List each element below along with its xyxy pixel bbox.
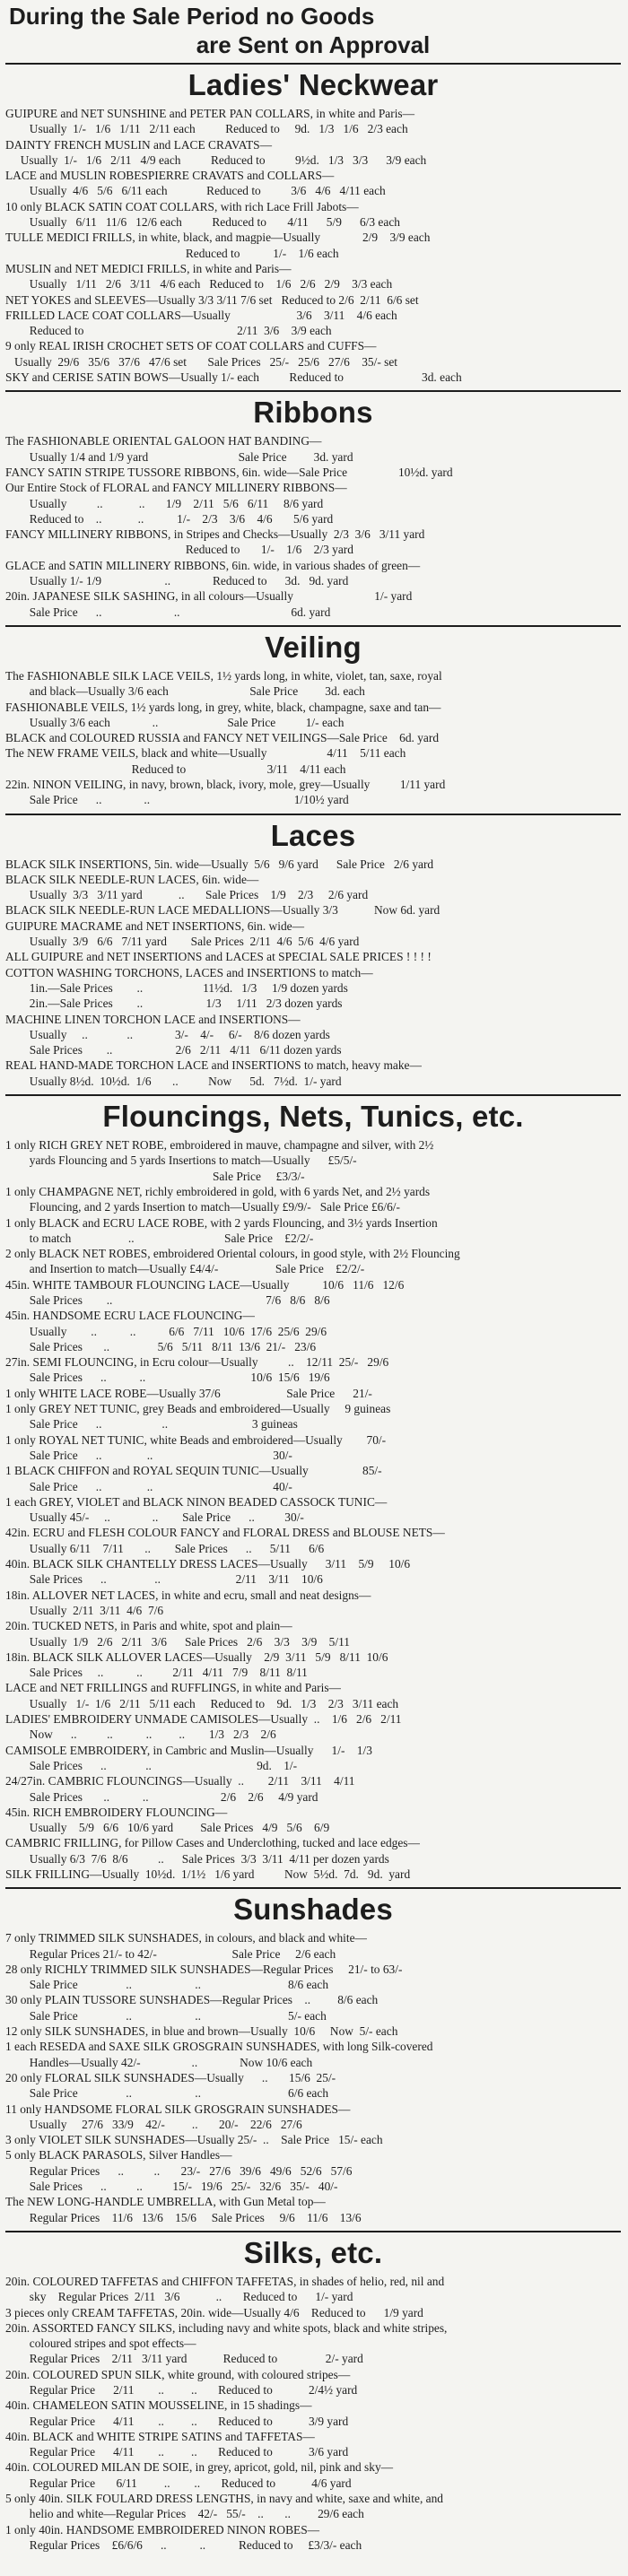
- listing-line: The NEW FRAME VEILS, black and white—Usually 4/11 5/11 each: [5, 746, 406, 761]
- listing-line: 10 only BLACK SATIN COAT COLLARS, with rich Lace Frill Jabots—: [5, 199, 359, 213]
- listing-line: FASHIONABLE VEILS, 1½ yards long, in grey, white, black, champagne, saxe and tan—: [5, 700, 441, 714]
- listing-line: LADIES' EMBROIDERY UNMADE CAMISOLES—Usually .. 1/6 2/6 2/11: [5, 1712, 402, 1727]
- section: [5, 66, 621, 392]
- listing-line: 1 only CHAMPAGNE NET, richly embroidered in gold, with 6 yards Net, and 2½ yards: [5, 1184, 431, 1198]
- listing-line: GUIPURE MACRAME and NET INSERTIONS, 6in. wide—: [5, 918, 304, 933]
- listing-line: BLACK and COLOURED RUSSIA and FANCY NET VEILINGS—Sale Price 6d. yard: [5, 731, 440, 745]
- section: [5, 629, 621, 815]
- listing-line: 18in. ALLOVER NET LACES, in white and ecru, small and neat designs—: [5, 1588, 371, 1602]
- listing-line: Sale Price .. .. 8/6 each: [5, 1978, 329, 1992]
- listing-line: Sale Price .. .. 6/6 each: [5, 2086, 329, 2101]
- listing-line: Regular Prices .. .. 23/- 27/6 39/6 49/6 52/6 57/6: [5, 2163, 353, 2178]
- listing-line: 22in. NINON VEILING, in navy, brown, black, ivory, mole, grey—Usually 1/11 yard: [5, 777, 446, 791]
- listing-line: Handles—Usually 42/- .. Now 10/6 each: [5, 2055, 313, 2069]
- listing-line: 40in. CHAMELEON SATIN MOUSSELINE, in 15 shadings—: [5, 2398, 312, 2413]
- listing-line: yards Flouncing and 5 yards Insertions to match—Usually £5/5/-: [5, 1153, 357, 1168]
- section-heading: Sunshades: [233, 1893, 393, 1927]
- listing-line: The FASHIONABLE ORIENTAL GALOON HAT BANDING—: [5, 434, 322, 448]
- listing-line: Reduced to 1/- 1/6 each: [5, 246, 339, 260]
- listing-line: 30 only PLAIN TUSSORE SUNSHADES—Regular Prices .. 8/6 each: [5, 1993, 379, 2007]
- listing-line: FANCY SATIN STRIPE TUSSORE RIBBONS, 6in. wide—Sale Price 10½d. yard: [5, 465, 453, 479]
- listing-line: Usually 45/- .. .. Sale Price .. 30/-: [5, 1510, 304, 1525]
- listing-line: Sale Prices .. 5/6 5/11 8/11 13/6 21/- 23/6: [5, 1339, 317, 1353]
- listing-line: 1 only ROYAL NET TUNIC, white Beads and embroidered—Usually 70/-: [5, 1432, 387, 1447]
- listing-line: FANCY MILLINERY RIBBONS, in Stripes and Checks—Usually 2/3 3/6 3/11 yard: [5, 527, 425, 542]
- listing-line: Sale Prices .. .. 15/- 19/6 25/- 32/6 35/- 40/-: [5, 2180, 338, 2194]
- section: [5, 1098, 621, 1889]
- listing-line: Usually 27/6 33/9 42/- .. 20/- 22/6 27/6: [5, 2117, 302, 2131]
- listing-line: sky Regular Prices 2/11 3/6 .. Reduced to 1/- yard: [5, 2290, 353, 2304]
- listing-line: Usually 1/4 and 1/9 yard Sale Price 3d. yard: [5, 449, 353, 464]
- listing-line: Our Entire Stock of FLORAL and FANCY MILLINERY RIBBONS—: [5, 481, 347, 495]
- listing-line: 20in. COLOURED TAFFETAS and CHIFFON TAFFETAS, in shades of helio, red, nil and: [5, 2274, 445, 2288]
- listing-line: 7 only TRIMMED SILK SUNSHADES, in colours, and black and white—: [5, 1931, 367, 1945]
- section-divider: [5, 390, 621, 392]
- listing-line: Usually 1/- 1/9 .. Reduced to 3d. 9d. yard: [5, 574, 349, 588]
- listing-line: Regular Prices 11/6 13/6 15/6 Sale Prices 9/6 11/6 13/6: [5, 2210, 362, 2224]
- listing-line: Sale Prices .. .. 10/6 15/6 19/6: [5, 1371, 330, 1385]
- section-heading: Veiling: [265, 630, 362, 664]
- listing-line: 20in. COLOURED SPUN SILK, white ground, with coloured stripes—: [5, 2367, 351, 2381]
- listing-line: GLACE and SATIN MILLINERY RIBBONS, 6in. wide, in various shades of green—: [5, 558, 421, 572]
- banner-line-1: During the Sale Period no Goods: [9, 3, 375, 30]
- listing-line: 45in. RICH EMBROIDERY FLOUNCING—: [5, 1805, 228, 1819]
- section: [5, 817, 621, 1096]
- listing-line: Usually 1/- 1/6 1/11 2/11 each Reduced to 9d. 1/3 1/6 2/3 each: [5, 122, 408, 136]
- listing-line: 1in.—Sale Prices .. 11½d. 1/3 1/9 dozen yards: [5, 980, 348, 995]
- listing-line: Regular Price 6/11 .. .. Reduced to 4/6 yard: [5, 2476, 352, 2490]
- listing-line: The FASHIONABLE SILK LACE VEILS, 1½ yards long, in white, violet, tan, saxe, royal: [5, 668, 442, 683]
- listing-line: Usually 6/3 7/6 8/6 .. Sale Prices 3/3 3/11 4/11 per dozen yards: [5, 1851, 389, 1866]
- listing-line: 2in.—Sale Prices .. 1/3 1/11 2/3 dozen yards: [5, 996, 343, 1011]
- listing-line: Regular Price 2/11 .. .. Reduced to 2/4½ yard: [5, 2383, 358, 2397]
- listing-line: Sale Price .. .. 5/- each: [5, 2008, 327, 2023]
- section-heading: Silks, etc.: [243, 2235, 383, 2269]
- listing-line: REAL HAND-MADE TORCHON LACE and INSERTIONS to match, heavy make—: [5, 1058, 422, 1073]
- listing-line: Usually 3/3 3/11 yard .. Sale Prices 1/9 2/3 2/6 yard: [5, 888, 369, 902]
- listing-line: 1 only BLACK and ECRU LACE ROBE, with 2 yards Flouncing, and 3½ yards Insertion: [5, 1215, 438, 1230]
- listing-line: 3 only VIOLET SILK SUNSHADES—Usually 25/- .. Sale Price 15/- each: [5, 2133, 383, 2147]
- listing-line: SILK FRILLING—Usually 10½d. 1/1½ 1/6 yard Now 5½d. 7d. 9d. yard: [5, 1867, 411, 1881]
- section-heading: Ladies' Neckwear: [188, 68, 439, 101]
- listing-line: and black—Usually 3/6 each Sale Price 3d. each: [5, 684, 365, 699]
- listing-line: coloured stripes and spot effects—: [5, 2337, 196, 2351]
- listing-line: 2 only BLACK NET ROBES, embroidered Oriental colours, in good style, with 2½ Flouncing: [5, 1247, 460, 1261]
- listing-line: 20in. ASSORTED FANCY SILKS, including navy and white spots, black and white stripes,: [5, 2320, 448, 2335]
- listing-line: TULLE MEDICI FRILLS, in white, black, and magpie—Usually 2/9 3/9 each: [5, 231, 431, 245]
- listing-line: Usually 1/- 1/6 2/11 4/9 each Reduced to 9½d. 1/3 3/3 3/9 each: [5, 152, 427, 167]
- section-heading: Flouncings, Nets, Tunics, etc.: [102, 1100, 524, 1134]
- listing-line: Regular Price 4/11 .. .. Reduced to 3/9 yard: [5, 2414, 349, 2428]
- listing-line: 45in. HANDSOME ECRU LACE FLOUNCING—: [5, 1309, 255, 1323]
- listing-line: Reduced to 2/11 3/6 3/9 each: [5, 324, 332, 338]
- listing-line: Usually .. .. 1/9 2/11 5/6 6/11 8/6 yard: [5, 496, 324, 510]
- listing-line: Sale Price .. .. 30/-: [5, 1448, 292, 1462]
- listing-line: LACE and NET FRILLINGS and RUFFLINGS, in white and Paris—: [5, 1681, 341, 1695]
- listing-line: 1 only 40in. HANDSOME EMBROIDERED NINON ROBES—: [5, 2522, 320, 2537]
- listing-line: Regular Prices 2/11 3/11 yard Reduced to 2/- yard: [5, 2352, 363, 2366]
- listing-line: COTTON WASHING TORCHONS, LACES and INSERTIONS to match—: [5, 965, 373, 979]
- listing-line: 1 only WHITE LACE ROBE—Usually 37/6 Sale Price 21/-: [5, 1386, 372, 1400]
- listing-line: LACE and MUSLIN ROBESPIERRE CRAVATS and COLLARS—: [5, 169, 335, 183]
- listing-line: Usually 1/11 2/6 3/11 4/6 each Reduced to 1/6 2/6 2/9 3/3 each: [5, 277, 393, 292]
- listing-line: 20 only FLORAL SILK SUNSHADES—Usually .. 15/6 25/-: [5, 2070, 336, 2084]
- section: [5, 1891, 621, 2232]
- listing-line: 40in. BLACK SILK CHANTELLY DRESS LACES—Usually 3/11 5/9 10/6: [5, 1557, 411, 1571]
- listing-line: Usually 1/9 2/6 2/11 3/6 Sale Prices 2/6 3/3 3/9 5/11: [5, 1634, 350, 1649]
- listing-line: Sale Prices .. 2/6 2/11 4/11 6/11 dozen yards: [5, 1043, 342, 1057]
- listing-line: 40in. BLACK and WHITE STRIPE SATINS and TAFFETAS—: [5, 2429, 315, 2443]
- listing-line: Usually .. .. 6/6 7/11 10/6 17/6 25/6 29/6: [5, 1324, 327, 1338]
- listing-line: CAMISOLE EMBROIDERY, in Cambric and Muslin—Usually 1/- 1/3: [5, 1743, 372, 1757]
- listing-line: Regular Price 4/11 .. .. Reduced to 3/6 yard: [5, 2445, 349, 2459]
- listing-line: FRILLED LACE COAT COLLARS—Usually 3/6 3/11 4/6 each: [5, 308, 397, 322]
- section-divider: [5, 1887, 621, 1889]
- listing-line: 18in. BLACK SILK ALLOVER LACES—Usually 2/9 3/11 5/9 8/11 10/6: [5, 1649, 388, 1664]
- listing-line: 45in. WHITE TAMBOUR FLOUNCING LACE—Usually 10/6 11/6 12/6: [5, 1277, 405, 1292]
- listing-line: 24/27in. CAMBRIC FLOUNCINGS—Usually .. 2/11 3/11 4/11: [5, 1774, 355, 1788]
- sections-container: [5, 66, 621, 2553]
- listing-line: 1 only RICH GREY NET ROBE, embroidered in mauve, champagne and silver, with 2½: [5, 1138, 434, 1153]
- listing-line: Sale Prices .. 7/6 8/6 8/6: [5, 1293, 330, 1307]
- listing-line: BLACK SILK INSERTIONS, 5in. wide—Usually 5/6 9/6 yard Sale Price 2/6 yard: [5, 857, 434, 871]
- listing-line: Sale Prices .. .. 2/11 3/11 10/6: [5, 1572, 323, 1587]
- listing-line: Sale Price .. .. 1/10½ yard: [5, 793, 349, 807]
- listing-line: BLACK SILK NEEDLE-RUN LACES, 6in. wide—: [5, 872, 259, 886]
- listing-line: Sale Prices .. .. 9d. 1/-: [5, 1758, 298, 1772]
- listing-line: 28 only RICHLY TRIMMED SILK SUNSHADES—Regular Prices 21/- to 63/-: [5, 1962, 403, 1976]
- section-divider: [5, 625, 621, 627]
- listing-line: SKY and CERISE SATIN BOWS—Usually 1/- each Reduced to 3d. each: [5, 370, 462, 385]
- listing-line: Sale Price .. .. 3 guineas: [5, 1417, 298, 1432]
- listing-line: DAINTY FRENCH MUSLIN and LACE CRAVATS—: [5, 137, 272, 152]
- listing-line: Reduced to 1/- 1/6 2/3 yard: [5, 543, 353, 557]
- listing-line: The NEW LONG-HANDLE UMBRELLA, with Gun Metal top—: [5, 2195, 326, 2209]
- section-divider: [5, 814, 621, 815]
- listing-line: MUSLIN and NET MEDICI FRILLS, in white and Paris—: [5, 261, 292, 275]
- listing-line: MACHINE LINEN TORCHON LACE and INSERTIONS—: [5, 1012, 301, 1026]
- listing-line: Usually 1/- 1/6 2/11 5/11 each Reduced to 9d. 1/3 2/3 3/11 each: [5, 1696, 399, 1710]
- listing-line: to match .. Sale Price £2/2/-: [5, 1231, 314, 1245]
- listing-line: Sale Price £3/3/-: [5, 1169, 305, 1183]
- listing-line: Now .. .. .. .. 1/3 2/3 2/6: [5, 1727, 276, 1742]
- listing-line: 1 each RESEDA and SAXE SILK GROSGRAIN SUNSHADES, with long Silk-covered: [5, 2040, 433, 2054]
- listing-line: Usually 6/11 11/6 12/6 each Reduced to 4/11 5/9 6/3 each: [5, 215, 400, 230]
- listing-line: Usually 3/6 each .. Sale Price 1/- each: [5, 715, 345, 729]
- section-heading: Ribbons: [253, 396, 373, 430]
- listing-line: CAMBRIC FRILLING, for Pillow Cases and Underclothing, tucked and lace edges—: [5, 1836, 420, 1850]
- banner-line-2: are Sent on Approval: [196, 31, 431, 58]
- listing-line: 40in. COLOURED MILAN DE SOIE, in grey, apricot, gold, nil, pink and sky—: [5, 2460, 394, 2475]
- listing-line: NET YOKES and SLEEVES—Usually 3/3 3/11 7/6 set Reduced to 2/6 2/11 6/6 set: [5, 292, 419, 307]
- section-heading: Laces: [270, 818, 356, 852]
- listing-line: helio and white—Regular Prices 42/- 55/- .. .. 29/6 each: [5, 2507, 364, 2521]
- listing-line: and Insertion to match—Usually £4/4/- Sale Price £2/2/-: [5, 1262, 365, 1276]
- listing-line: Usually 4/6 5/6 6/11 each Reduced to 3/6 4/6 4/11 each: [5, 184, 386, 198]
- top-rule: [5, 63, 621, 65]
- listing-line: Flouncing, and 2 yards Insertion to match—Usually £9/9/- Sale Price £6/6/-: [5, 1200, 400, 1214]
- listing-line: Sale Price .. .. 6d. yard: [5, 605, 331, 619]
- section: [5, 2234, 621, 2553]
- listing-line: Usually 2/11 3/11 4/6 7/6: [5, 1603, 164, 1617]
- listing-line: 1 each GREY, VIOLET and BLACK NINON BEADED CASSOCK TUNIC—: [5, 1494, 388, 1509]
- listing-line: Usually 3/9 6/6 7/11 yard Sale Prices 2/11 4/6 5/6 4/6 yard: [5, 935, 360, 949]
- listing-line: Regular Prices £6/6/6 .. .. Reduced to £3/3/- each: [5, 2537, 362, 2552]
- listing-line: 11 only HANDSOME FLORAL SILK GROSGRAIN SUNSHADES—: [5, 2102, 351, 2116]
- listing-line: Reduced to .. .. 1/- 2/3 3/6 4/6 5/6 yard: [5, 511, 334, 526]
- listing-line: 20in. JAPANESE SILK SASHING, in all colours—Usually 1/- yard: [5, 589, 413, 604]
- listing-line: Usually 5/9 6/6 10/6 yard Sale Prices 4/9 5/6 6/9: [5, 1821, 330, 1835]
- section: [5, 394, 621, 627]
- listing-line: 1 BLACK CHIFFON and ROYAL SEQUIN TUNIC—Usually 85/-: [5, 1464, 382, 1478]
- listing-line: Usually .. .. 3/- 4/- 6/- 8/6 dozen yards: [5, 1027, 330, 1041]
- listing-line: 27in. SEMI FLOUNCING, in Ecru colour—Usually .. 12/11 25/- 29/6: [5, 1355, 389, 1370]
- listing-line: 1 only GREY NET TUNIC, grey Beads and embroidered—Usually 9 guineas: [5, 1402, 391, 1416]
- listing-line: Usually 8½d. 10½d. 1/6 .. Now 5d. 7½d. 1/- yard: [5, 1074, 342, 1088]
- listing-line: 5 only BLACK PARASOLS, Silver Handles—: [5, 2148, 232, 2163]
- listing-line: Regular Prices 21/- to 42/- Sale Price 2/6 each: [5, 1946, 336, 1961]
- listing-line: GUIPURE and NET SUNSHINE and PETER PAN COLLARS, in white and Paris—: [5, 107, 415, 120]
- listing-line: 42in. ECRU and FLESH COLOUR FANCY and FLORAL DRESS and BLOUSE NETS—: [5, 1526, 445, 1540]
- listing-line: Usually 6/11 7/11 .. Sale Prices .. 5/11 6/6: [5, 1541, 325, 1555]
- section-divider: [5, 1094, 621, 1096]
- listing-line: 12 only SILK SUNSHADES, in blue and brown—Usually 10/6 Now 5/- each: [5, 2024, 398, 2039]
- listing-line: 3 pieces only CREAM TAFFETAS, 20in. wide—Usually 4/6 Reduced to 1/9 yard: [5, 2305, 423, 2319]
- listing-line: Sale Prices .. .. 2/11 4/11 7/9 8/11 8/11: [5, 1666, 308, 1680]
- listing-line: 20in. TUCKED NETS, in Paris and white, spot and plain—: [5, 1619, 292, 1633]
- listing-line: Sale Price .. .. 40/-: [5, 1479, 292, 1493]
- section-divider: [5, 2231, 621, 2232]
- listing-line: ALL GUIPURE and NET INSERTIONS and LACES at SPECIAL SALE PRICES ! ! ! !: [5, 950, 432, 964]
- listing-line: Sale Prices .. .. 2/6 2/6 4/9 yard: [5, 1789, 318, 1804]
- listing-line: 9 only REAL IRISH CROCHET SETS OF COAT COLLARS and CUFFS—: [5, 339, 377, 353]
- listing-line: BLACK SILK NEEDLE-RUN LACE MEDALLIONS—Usually 3/3 Now 6d. yard: [5, 903, 440, 918]
- listing-line: Reduced to 3/11 4/11 each: [5, 761, 346, 776]
- listing-line: Usually 29/6 35/6 37/6 47/6 set Sale Prices 25/- 25/6 27/6 35/- set: [5, 354, 398, 369]
- listing-line: 5 only 40in. SILK FOULARD DRESS LENGTHS, in navy and white, saxe and white, and: [5, 2492, 443, 2506]
